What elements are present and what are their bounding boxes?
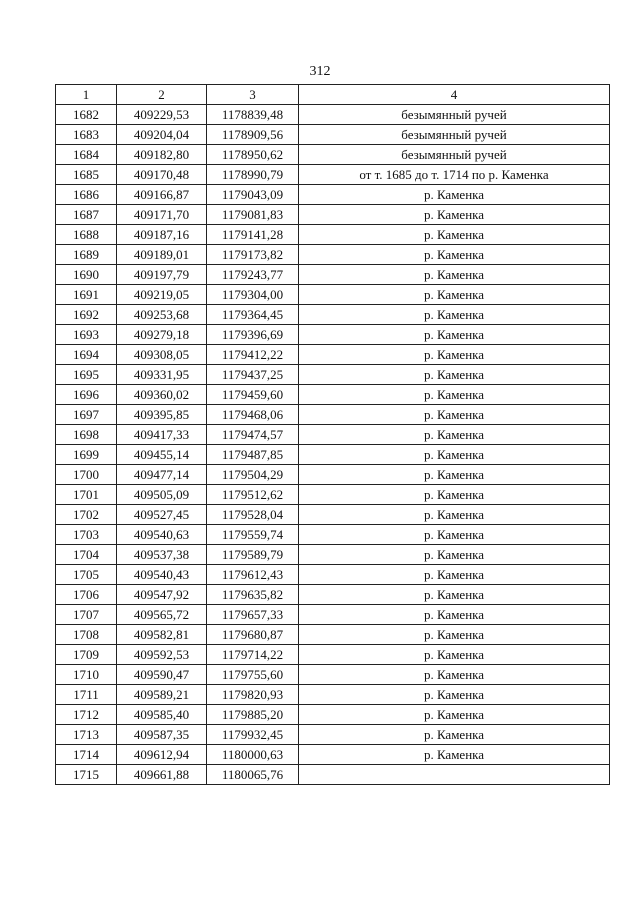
description-cell: р. Каменка bbox=[299, 265, 610, 285]
description-cell: р. Каменка bbox=[299, 485, 610, 505]
point-number-cell: 1704 bbox=[56, 545, 117, 565]
x-coordinate-cell: 409592,53 bbox=[117, 645, 207, 665]
table-row bbox=[56, 385, 610, 405]
x-coordinate-cell: 409540,63 bbox=[117, 525, 207, 545]
table-row bbox=[56, 345, 610, 365]
point-number-cell: 1684 bbox=[56, 145, 117, 165]
point-number-cell: 1710 bbox=[56, 665, 117, 685]
x-coordinate-cell: 409590,47 bbox=[117, 665, 207, 685]
table-row bbox=[56, 485, 610, 505]
point-number-cell: 1713 bbox=[56, 725, 117, 745]
point-number-cell: 1696 bbox=[56, 385, 117, 405]
coordinates-table bbox=[55, 84, 610, 785]
table-row bbox=[56, 565, 610, 585]
y-coordinate-cell: 1179714,22 bbox=[207, 645, 299, 665]
x-coordinate-cell: 409455,14 bbox=[117, 445, 207, 465]
point-number-cell: 1708 bbox=[56, 625, 117, 645]
description-cell: р. Каменка bbox=[299, 665, 610, 685]
description-cell: безымянный ручей bbox=[299, 105, 610, 125]
y-coordinate-cell: 1179437,25 bbox=[207, 365, 299, 385]
x-coordinate-cell: 409537,38 bbox=[117, 545, 207, 565]
point-number-cell: 1689 bbox=[56, 245, 117, 265]
y-coordinate-cell: 1179364,45 bbox=[207, 305, 299, 325]
x-coordinate-cell: 409166,87 bbox=[117, 185, 207, 205]
description-cell: р. Каменка bbox=[299, 405, 610, 425]
x-coordinate-cell: 409477,14 bbox=[117, 465, 207, 485]
description-cell: р. Каменка bbox=[299, 285, 610, 305]
point-number-cell: 1711 bbox=[56, 685, 117, 705]
table-row bbox=[56, 425, 610, 445]
table-row bbox=[56, 285, 610, 305]
description-cell: р. Каменка bbox=[299, 505, 610, 525]
y-coordinate-cell: 1179412,22 bbox=[207, 345, 299, 365]
description-cell: р. Каменка bbox=[299, 625, 610, 645]
description-cell: р. Каменка bbox=[299, 345, 610, 365]
table-row bbox=[56, 105, 610, 125]
table-row bbox=[56, 245, 610, 265]
y-coordinate-cell: 1179081,83 bbox=[207, 205, 299, 225]
y-coordinate-cell: 1179680,87 bbox=[207, 625, 299, 645]
x-coordinate-cell: 409253,68 bbox=[117, 305, 207, 325]
point-number-cell: 1715 bbox=[56, 765, 117, 785]
table-row bbox=[56, 665, 610, 685]
table-row bbox=[56, 365, 610, 385]
point-number-cell: 1712 bbox=[56, 705, 117, 725]
x-coordinate-cell: 409547,92 bbox=[117, 585, 207, 605]
y-coordinate-cell: 1179468,06 bbox=[207, 405, 299, 425]
y-coordinate-cell: 1179459,60 bbox=[207, 385, 299, 405]
table-header bbox=[56, 85, 610, 105]
x-coordinate-cell: 409612,94 bbox=[117, 745, 207, 765]
point-number-cell: 1694 bbox=[56, 345, 117, 365]
table-row bbox=[56, 265, 610, 285]
point-number-cell: 1709 bbox=[56, 645, 117, 665]
y-coordinate-cell: 1180000,63 bbox=[207, 745, 299, 765]
description-cell: р. Каменка bbox=[299, 745, 610, 765]
y-coordinate-cell: 1179820,93 bbox=[207, 685, 299, 705]
description-cell: р. Каменка bbox=[299, 305, 610, 325]
point-number-cell: 1714 bbox=[56, 745, 117, 765]
description-cell: р. Каменка bbox=[299, 565, 610, 585]
table-row bbox=[56, 165, 610, 185]
description-cell: от т. 1685 до т. 1714 по р. Каменка bbox=[299, 165, 610, 185]
description-cell bbox=[299, 765, 610, 785]
table-row bbox=[56, 745, 610, 765]
table-row bbox=[56, 125, 610, 145]
point-number-cell: 1685 bbox=[56, 165, 117, 185]
point-number-cell: 1707 bbox=[56, 605, 117, 625]
y-coordinate-cell: 1179396,69 bbox=[207, 325, 299, 345]
y-coordinate-cell: 1179141,28 bbox=[207, 225, 299, 245]
description-cell: р. Каменка bbox=[299, 245, 610, 265]
y-coordinate-cell: 1179043,09 bbox=[207, 185, 299, 205]
point-number-cell: 1703 bbox=[56, 525, 117, 545]
y-coordinate-cell: 1179885,20 bbox=[207, 705, 299, 725]
x-coordinate-cell: 409279,18 bbox=[117, 325, 207, 345]
description-cell: р. Каменка bbox=[299, 645, 610, 665]
point-number-cell: 1699 bbox=[56, 445, 117, 465]
table-row bbox=[56, 645, 610, 665]
y-coordinate-cell: 1179243,77 bbox=[207, 265, 299, 285]
x-coordinate-cell: 409197,79 bbox=[117, 265, 207, 285]
description-cell: р. Каменка bbox=[299, 225, 610, 245]
x-coordinate-cell: 409219,05 bbox=[117, 285, 207, 305]
y-coordinate-cell: 1179504,29 bbox=[207, 465, 299, 485]
description-cell: р. Каменка bbox=[299, 185, 610, 205]
point-number-cell: 1690 bbox=[56, 265, 117, 285]
x-coordinate-cell: 409587,35 bbox=[117, 725, 207, 745]
point-number-cell: 1687 bbox=[56, 205, 117, 225]
point-number-cell: 1697 bbox=[56, 405, 117, 425]
header-row bbox=[56, 85, 610, 105]
description-cell: р. Каменка bbox=[299, 605, 610, 625]
description-cell: р. Каменка bbox=[299, 365, 610, 385]
table-row bbox=[56, 685, 610, 705]
point-number-cell: 1701 bbox=[56, 485, 117, 505]
table-row bbox=[56, 185, 610, 205]
table-row bbox=[56, 465, 610, 485]
x-coordinate-cell: 409189,01 bbox=[117, 245, 207, 265]
table-row bbox=[56, 205, 610, 225]
x-coordinate-cell: 409661,88 bbox=[117, 765, 207, 785]
description-cell: р. Каменка bbox=[299, 325, 610, 345]
table-row bbox=[56, 705, 610, 725]
description-cell: р. Каменка bbox=[299, 525, 610, 545]
y-coordinate-cell: 1179589,79 bbox=[207, 545, 299, 565]
description-cell: р. Каменка bbox=[299, 385, 610, 405]
y-coordinate-cell: 1178839,48 bbox=[207, 105, 299, 125]
table-row bbox=[56, 725, 610, 745]
description-cell: р. Каменка bbox=[299, 725, 610, 745]
table-row bbox=[56, 445, 610, 465]
y-coordinate-cell: 1179487,85 bbox=[207, 445, 299, 465]
y-coordinate-cell: 1178990,79 bbox=[207, 165, 299, 185]
table-row bbox=[56, 145, 610, 165]
header-cell-point: 1 bbox=[56, 85, 117, 105]
table-row bbox=[56, 625, 610, 645]
description-cell: р. Каменка bbox=[299, 705, 610, 725]
x-coordinate-cell: 409170,48 bbox=[117, 165, 207, 185]
y-coordinate-cell: 1179474,57 bbox=[207, 425, 299, 445]
y-coordinate-cell: 1179559,74 bbox=[207, 525, 299, 545]
y-coordinate-cell: 1178909,56 bbox=[207, 125, 299, 145]
x-coordinate-cell: 409182,80 bbox=[117, 145, 207, 165]
table-row bbox=[56, 525, 610, 545]
table-row bbox=[56, 545, 610, 565]
table-row bbox=[56, 605, 610, 625]
x-coordinate-cell: 409585,40 bbox=[117, 705, 207, 725]
point-number-cell: 1695 bbox=[56, 365, 117, 385]
x-coordinate-cell: 409308,05 bbox=[117, 345, 207, 365]
header-cell-y: 3 bbox=[207, 85, 299, 105]
description-cell: безымянный ручей bbox=[299, 125, 610, 145]
point-number-cell: 1686 bbox=[56, 185, 117, 205]
description-cell: р. Каменка bbox=[299, 585, 610, 605]
description-cell: безымянный ручей bbox=[299, 145, 610, 165]
point-number-cell: 1682 bbox=[56, 105, 117, 125]
x-coordinate-cell: 409565,72 bbox=[117, 605, 207, 625]
description-cell: р. Каменка bbox=[299, 465, 610, 485]
x-coordinate-cell: 409229,53 bbox=[117, 105, 207, 125]
description-cell: р. Каменка bbox=[299, 205, 610, 225]
x-coordinate-cell: 409505,09 bbox=[117, 485, 207, 505]
y-coordinate-cell: 1179528,04 bbox=[207, 505, 299, 525]
description-cell: р. Каменка bbox=[299, 425, 610, 445]
point-number-cell: 1688 bbox=[56, 225, 117, 245]
description-cell: р. Каменка bbox=[299, 685, 610, 705]
point-number-cell: 1692 bbox=[56, 305, 117, 325]
x-coordinate-cell: 409187,16 bbox=[117, 225, 207, 245]
point-number-cell: 1683 bbox=[56, 125, 117, 145]
y-coordinate-cell: 1179635,82 bbox=[207, 585, 299, 605]
table-row bbox=[56, 765, 610, 785]
x-coordinate-cell: 409589,21 bbox=[117, 685, 207, 705]
point-number-cell: 1691 bbox=[56, 285, 117, 305]
x-coordinate-cell: 409582,81 bbox=[117, 625, 207, 645]
page-number: 312 bbox=[309, 64, 331, 79]
table-body bbox=[56, 105, 610, 785]
table-row bbox=[56, 325, 610, 345]
header-cell-x: 2 bbox=[117, 85, 207, 105]
point-number-cell: 1705 bbox=[56, 565, 117, 585]
point-number-cell: 1698 bbox=[56, 425, 117, 445]
point-number-cell: 1700 bbox=[56, 465, 117, 485]
point-number-cell: 1706 bbox=[56, 585, 117, 605]
x-coordinate-cell: 409527,45 bbox=[117, 505, 207, 525]
table-row bbox=[56, 405, 610, 425]
y-coordinate-cell: 1178950,62 bbox=[207, 145, 299, 165]
table-row bbox=[56, 305, 610, 325]
y-coordinate-cell: 1179755,60 bbox=[207, 665, 299, 685]
x-coordinate-cell: 409417,33 bbox=[117, 425, 207, 445]
y-coordinate-cell: 1179612,43 bbox=[207, 565, 299, 585]
table-row bbox=[56, 585, 610, 605]
y-coordinate-cell: 1180065,76 bbox=[207, 765, 299, 785]
y-coordinate-cell: 1179657,33 bbox=[207, 605, 299, 625]
table-row bbox=[56, 505, 610, 525]
y-coordinate-cell: 1179304,00 bbox=[207, 285, 299, 305]
x-coordinate-cell: 409331,95 bbox=[117, 365, 207, 385]
y-coordinate-cell: 1179173,82 bbox=[207, 245, 299, 265]
x-coordinate-cell: 409395,85 bbox=[117, 405, 207, 425]
x-coordinate-cell: 409204,04 bbox=[117, 125, 207, 145]
description-cell: р. Каменка bbox=[299, 445, 610, 465]
point-number-cell: 1702 bbox=[56, 505, 117, 525]
x-coordinate-cell: 409171,70 bbox=[117, 205, 207, 225]
description-cell: р. Каменка bbox=[299, 545, 610, 565]
x-coordinate-cell: 409540,43 bbox=[117, 565, 207, 585]
y-coordinate-cell: 1179932,45 bbox=[207, 725, 299, 745]
x-coordinate-cell: 409360,02 bbox=[117, 385, 207, 405]
point-number-cell: 1693 bbox=[56, 325, 117, 345]
y-coordinate-cell: 1179512,62 bbox=[207, 485, 299, 505]
table-row bbox=[56, 225, 610, 245]
header-cell-description: 4 bbox=[299, 85, 610, 105]
